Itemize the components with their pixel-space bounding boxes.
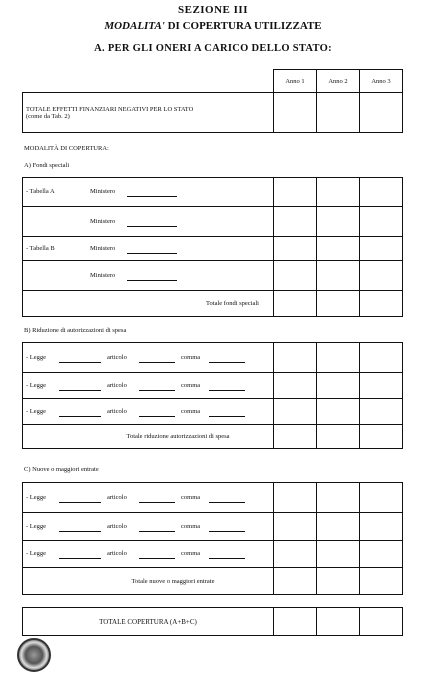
cell[interactable] — [360, 343, 403, 373]
comma-field[interactable] — [209, 524, 245, 532]
articolo-label: articolo — [107, 381, 127, 389]
effects-year-1[interactable] — [274, 93, 317, 133]
subtitle-rest: DI COPERTURA UTILIZZATE — [164, 20, 322, 32]
cell[interactable] — [317, 425, 360, 449]
articolo-label: articolo — [107, 407, 127, 415]
year-1-header: Anno 1 — [274, 70, 317, 93]
legge-field[interactable] — [59, 551, 101, 559]
comma-field[interactable] — [209, 551, 245, 559]
cell-a1-y1[interactable] — [274, 178, 317, 207]
legge-row — [23, 373, 274, 399]
cell-b1-y2[interactable] — [317, 237, 360, 261]
tabella-b-label: - Tabella B — [26, 244, 55, 252]
legge-row — [23, 541, 274, 568]
cell-a2-y1[interactable] — [274, 207, 317, 237]
cell[interactable] — [274, 373, 317, 399]
tabella-b-row-1 — [23, 237, 274, 261]
cell[interactable] — [317, 608, 360, 636]
comma-field[interactable] — [209, 409, 245, 417]
legge-row — [23, 399, 274, 425]
legge-field[interactable] — [59, 409, 101, 417]
comma-field[interactable] — [209, 355, 245, 363]
section-a-title: A) Fondi speciali — [24, 162, 70, 169]
comma-label: comma — [181, 381, 201, 389]
legge-label: - Legge — [26, 407, 47, 415]
cell-a1-y2[interactable] — [317, 178, 360, 207]
cell-b1-y3[interactable] — [360, 237, 403, 261]
part-a-heading: A. PER GLI ONERI A CARICO DELLO STATO: — [94, 43, 332, 54]
effects-label-cell — [23, 93, 274, 133]
cell[interactable] — [360, 425, 403, 449]
section-title: SEZIONE III — [177, 4, 248, 16]
comma-label: comma — [181, 550, 201, 557]
articolo-label: articolo — [107, 522, 127, 530]
cell[interactable] — [317, 568, 360, 595]
cell[interactable] — [274, 541, 317, 568]
fondi-speciali-table — [22, 177, 403, 317]
cell[interactable] — [360, 568, 403, 595]
total-entrate: Totale nuove o maggiori entrate — [23, 568, 274, 595]
articolo-field[interactable] — [139, 409, 175, 417]
legge-field[interactable] — [59, 355, 101, 363]
cell[interactable] — [274, 399, 317, 425]
legge-label: - Legge — [26, 381, 47, 389]
effects-year-2[interactable] — [317, 93, 360, 133]
cell-b2-y1[interactable] — [274, 261, 317, 291]
cell[interactable] — [274, 343, 317, 373]
legge-field[interactable] — [59, 383, 101, 391]
ministero-label: Ministero — [90, 217, 116, 225]
articolo-label: articolo — [107, 550, 127, 557]
cell-b2-y2[interactable] — [317, 261, 360, 291]
effects-line1: TOTALE EFFETTI FINANZIARI NEGATIVI PER LO STATO — [26, 105, 194, 113]
cell[interactable] — [274, 608, 317, 636]
tabella-a-label: - Tabella A — [26, 188, 55, 195]
legge-label: - Legge — [26, 550, 47, 557]
subtitle-italic: MODALITA' — [104, 20, 165, 32]
cell[interactable] — [274, 513, 317, 541]
stamp-seal-icon — [17, 638, 51, 672]
cell[interactable] — [360, 483, 403, 513]
total-fondi-speciali: Totale fondi speciali — [23, 291, 274, 317]
comma-label: comma — [181, 407, 201, 415]
grand-total-table — [22, 607, 403, 636]
legge-label: - Legge — [26, 522, 47, 530]
year-2-header: Anno 2 — [317, 70, 360, 93]
articolo-field[interactable] — [139, 355, 175, 363]
total-riduzione: Totale riduzione autorizzazioni di spesa — [23, 425, 274, 449]
cell[interactable] — [274, 483, 317, 513]
ministero-field[interactable] — [127, 246, 177, 254]
cell-a2-y3[interactable] — [360, 207, 403, 237]
legge-field[interactable] — [59, 495, 101, 503]
section-b-title: B) Riduzione di autorizzazioni di spesa — [24, 327, 127, 334]
tabella-b-row-2 — [23, 261, 274, 291]
legge-row — [23, 513, 274, 541]
tabella-a-row-1 — [23, 178, 274, 207]
cell[interactable] — [317, 541, 360, 568]
cell[interactable] — [317, 399, 360, 425]
tabella-a-row-2 — [23, 207, 274, 237]
cell-b2-y3[interactable] — [360, 261, 403, 291]
year-3-header: Anno 3 — [360, 70, 403, 93]
effects-line2: (come da Tab. 2) — [26, 112, 70, 120]
legge-label: - Legge — [26, 353, 47, 361]
effects-table — [22, 69, 403, 133]
entrate-table — [22, 482, 403, 595]
cell[interactable] — [274, 568, 317, 595]
comma-label: comma — [181, 522, 201, 530]
articolo-label: articolo — [107, 353, 127, 361]
legge-row — [23, 343, 274, 373]
modalita-label: MODALITÀ DI COPERTURA: — [24, 145, 109, 152]
ministero-field[interactable] — [127, 273, 177, 281]
ministero-label: Ministero — [90, 244, 116, 252]
legge-field[interactable] — [59, 524, 101, 532]
cell[interactable] — [317, 343, 360, 373]
comma-field[interactable] — [209, 495, 245, 503]
riduzione-table — [22, 342, 403, 449]
cell-ta-y3[interactable] — [360, 291, 403, 317]
cell-a1-y3[interactable] — [360, 178, 403, 207]
cell[interactable] — [317, 513, 360, 541]
legge-row — [23, 483, 274, 513]
articolo-field[interactable] — [139, 524, 175, 532]
ministero-field[interactable] — [127, 219, 177, 227]
section-subtitle — [0, 20, 426, 32]
cell[interactable] — [317, 483, 360, 513]
cell[interactable] — [360, 373, 403, 399]
articolo-field[interactable] — [139, 495, 175, 503]
cell[interactable] — [360, 399, 403, 425]
ministero-label: Ministero — [90, 188, 116, 195]
cell[interactable] — [274, 425, 317, 449]
cell-ta-y2[interactable] — [317, 291, 360, 317]
comma-field[interactable] — [209, 383, 245, 391]
cell[interactable] — [360, 513, 403, 541]
cell-ta-y1[interactable] — [274, 291, 317, 317]
articolo-label: articolo — [107, 493, 127, 501]
legge-label: - Legge — [26, 493, 47, 501]
ministero-label: Ministero — [90, 271, 116, 279]
cell[interactable] — [360, 608, 403, 636]
effects-year-3[interactable] — [360, 93, 403, 133]
articolo-field[interactable] — [139, 383, 175, 391]
cell-b1-y1[interactable] — [274, 237, 317, 261]
ministero-field[interactable] — [127, 189, 177, 197]
cell[interactable] — [317, 373, 360, 399]
grand-total-label: TOTALE COPERTURA (A+B+C) — [23, 608, 274, 636]
cell-a2-y2[interactable] — [317, 207, 360, 237]
articolo-field[interactable] — [139, 551, 175, 559]
comma-label: comma — [181, 493, 201, 501]
cell[interactable] — [360, 541, 403, 568]
section-c-title: C) Nuove o maggiori entrate — [24, 466, 99, 473]
comma-label: comma — [181, 353, 201, 361]
